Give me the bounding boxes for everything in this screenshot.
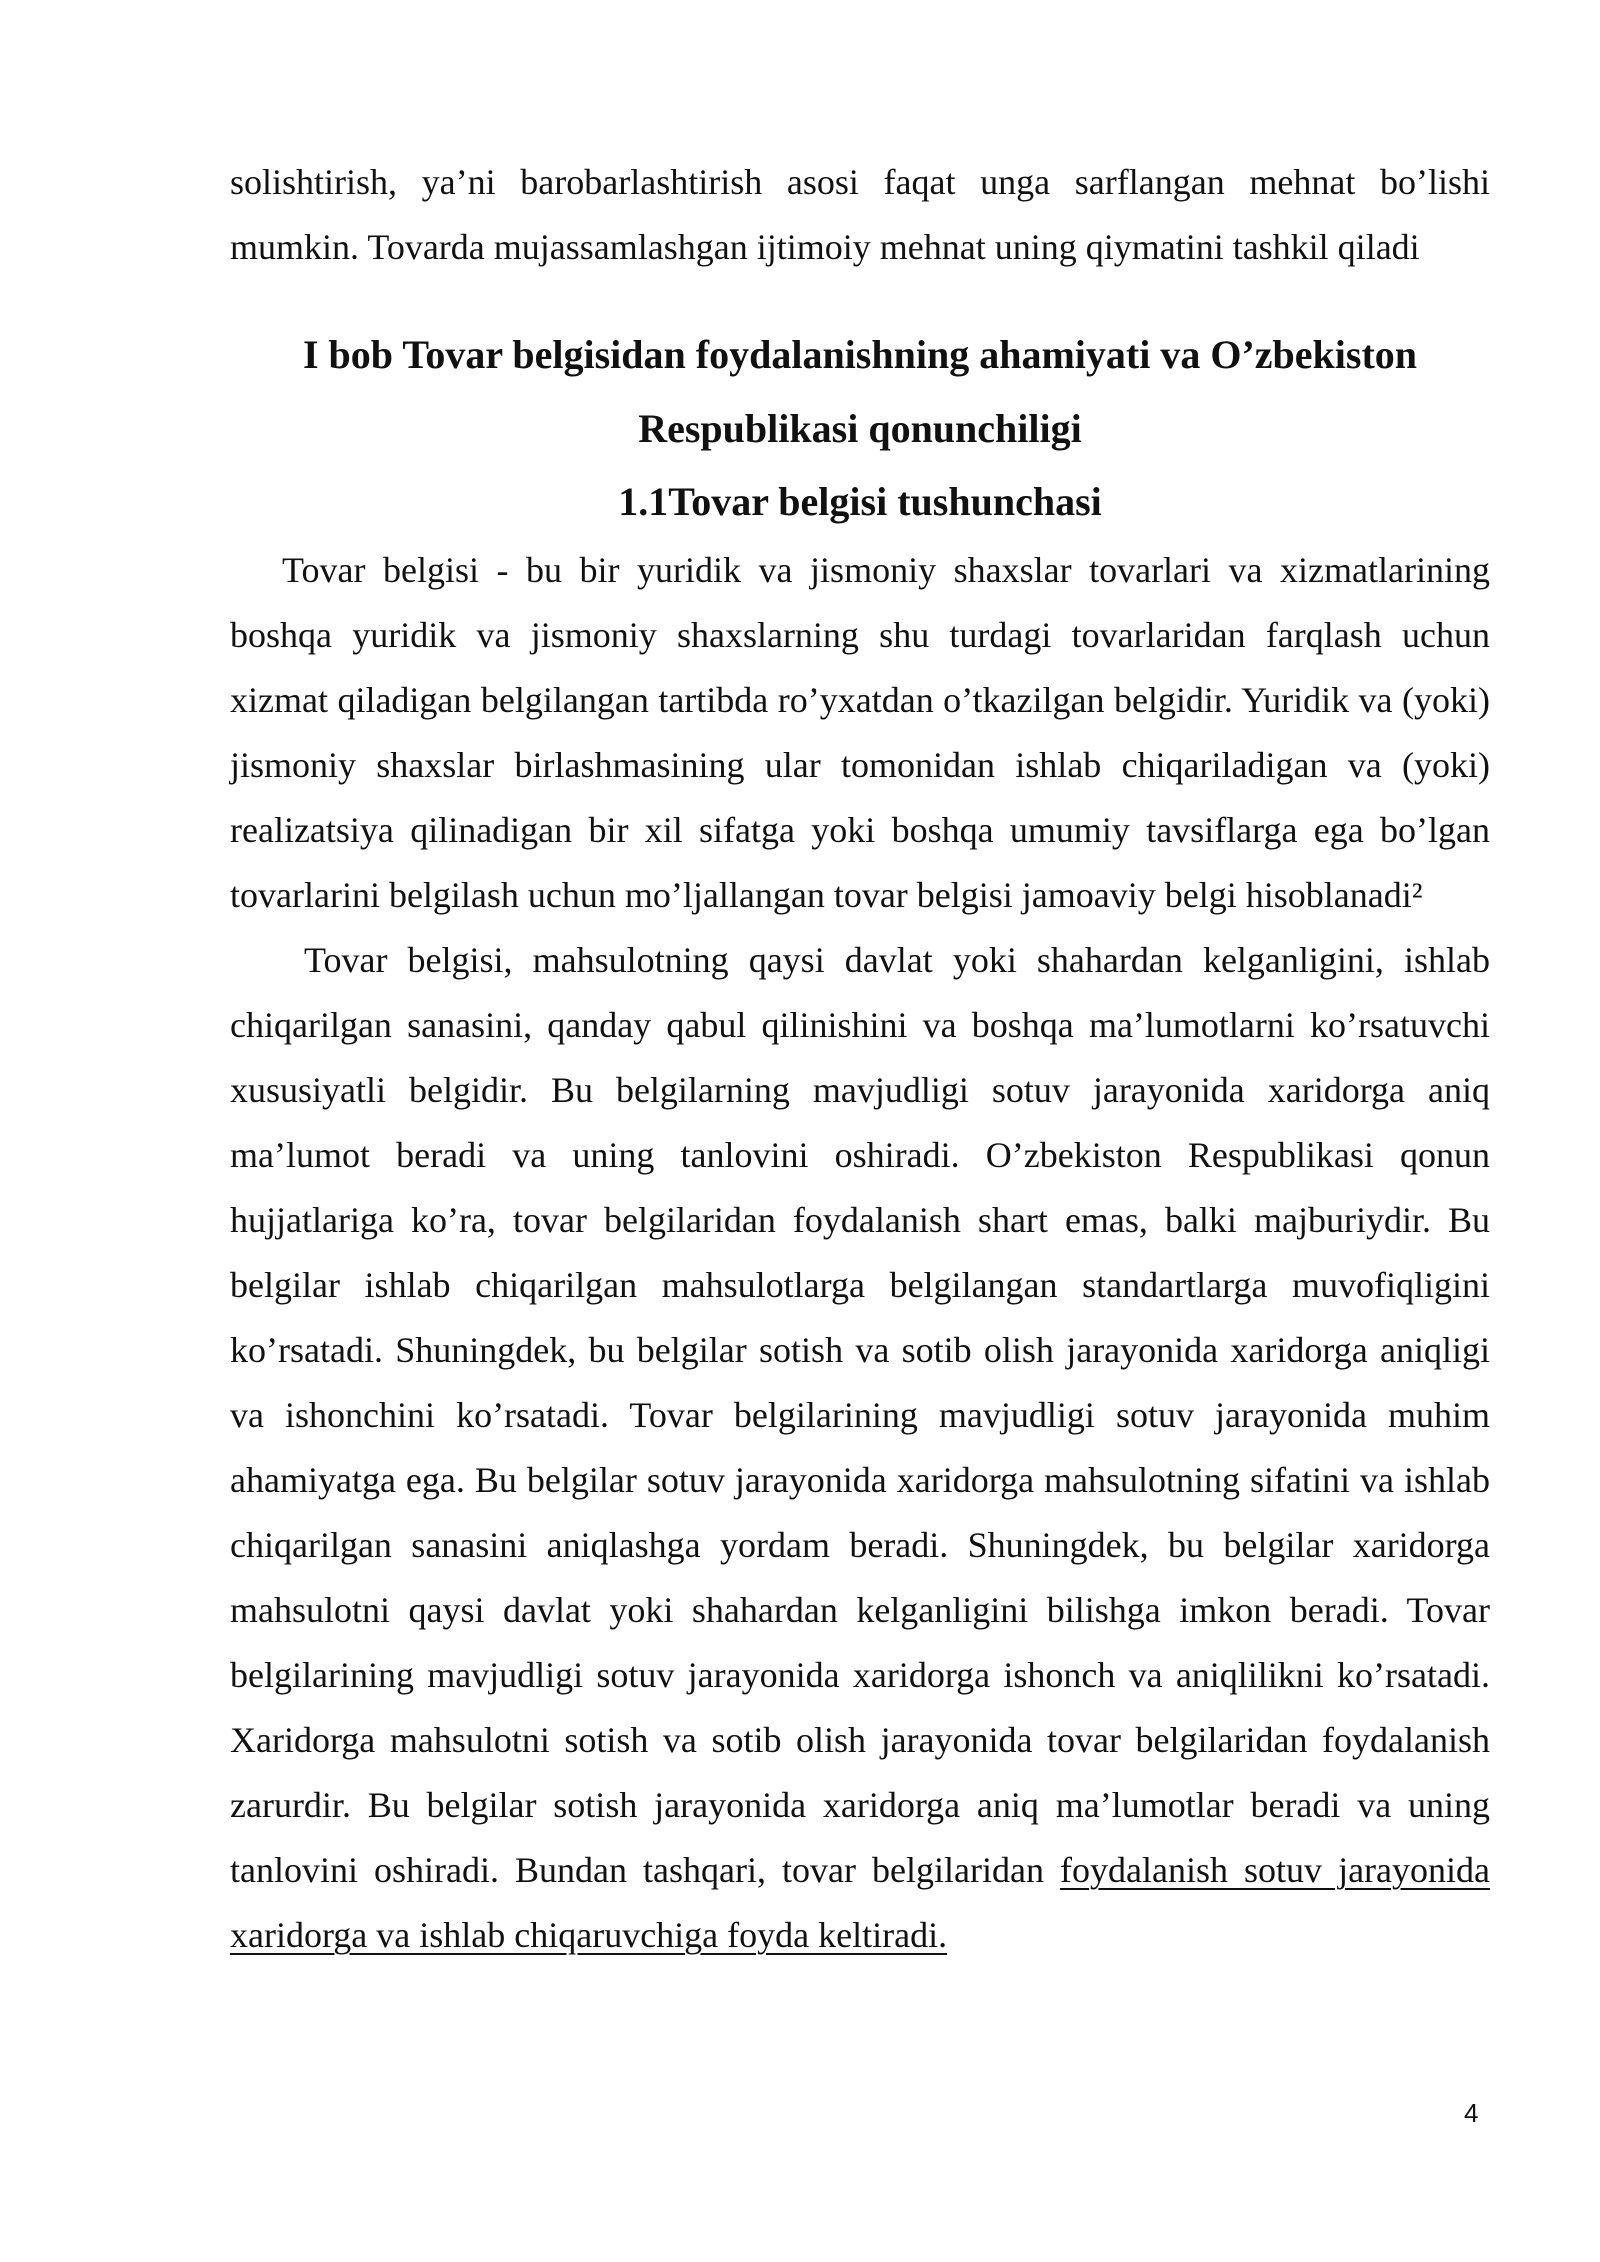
paragraph-1: Tovar belgisi - bu bir yuridik va jismoniy shaxslar tovarlari va xizmatlarining boshqa yuridik va jismoniy shaxslarning shu turdagi tovarlaridan farqlash uchun xizmat qiladigan belgilangan tartibda ro’yxatdan o’tkazilgan belgidir. Yuridik va (yoki) jismoniy shaxslar birlashmasining ular tomonidan ishlab chiqariladigan va (yoki) realizatsiya qilinadigan bir xil sifatga yoki boshqa umumiy tavsiflarga ega bo’lgan tovarlarini belgilash uchun mo’ljallangan tovar belgisi jamoaviy belgi hisoblanadi²	[230, 550, 1490, 915]
intro-paragraph: solishtirish, ya’ni barobarlashtirish asosi faqat unga sarflangan mehnat bo’lishi mumkin. Tovarda mujassamlashgan ijtimoiy mehnat uning qiymatini tashkil qiladi	[230, 162, 1490, 267]
paragraph-2-text: Tovar belgisi, mahsulotning qaysi davlat yoki shahardan kelganligini, ishlab chiqarilgan sanasini, qanday qabul qilinishini va boshqa ma’lumotlarni ko’rsatuvchi xususiyatli belgidir. Bu belgilarning mavjudligi sotuv jarayonida xaridorga aniq ma’lumot beradi va uning tanlovini oshiradi. O’zbekiston Respublikasi qonun hujjatlariga ko’ra, tovar belgilaridan foydalanish shart emas, balki majburiydir. Bu belgilar ishlab chiqarilgan mahsulotlarga belgilangan standartlarga muvofiqligini ko’rsatadi. Shuningdek, bu belgilar sotish va sotib olish jarayonida xaridorga aniqligi va ishonchini ko’rsatadi. Tovar belgilarining mavjudligi sotuv jarayonida muhim ahamiyatga ega. Bu belgilar sotuv jarayonida xaridorga mahsulotning sifatini va ishlab chiqarilgan sanasini aniqlashga yordam beradi. Shuningdek, bu belgilar xaridorga mahsulotni qaysi davlat yoki shahardan kelganligini bilishga imkon beradi. Tovar belgilarining mavjudligi sotuv jarayonida xaridorga ishonch va aniqlilikni ko’rsatadi. Xaridorga mahsulotni sotish va sotib olish jarayonida tovar belgilaridan foydalanish zarurdir. Bu belgilar sotish jarayonida xaridorga aniq ma’lumotlar beradi va uning tanlovini oshiradi. Bundan tashqari, tovar belgilaridan	[230, 940, 1490, 1890]
section-title: 1.1Tovar belgisi tushunchasi	[618, 479, 1102, 524]
spacer	[230, 280, 1490, 318]
paragraph-2	[230, 928, 1490, 1968]
underlined-line: foydalanish sotuv jarayonida xaridorga va ishlab chiqaruvchiga foyda keltiradi.	[230, 1850, 1490, 1955]
page-number: 4	[1464, 2098, 1479, 2128]
document-page	[230, 150, 1490, 1968]
chapter-title: I bob Tovar belgisidan foydalanishning ahamiyati va O’zbekiston Respublikasi qonunchiligi	[302, 332, 1418, 451]
